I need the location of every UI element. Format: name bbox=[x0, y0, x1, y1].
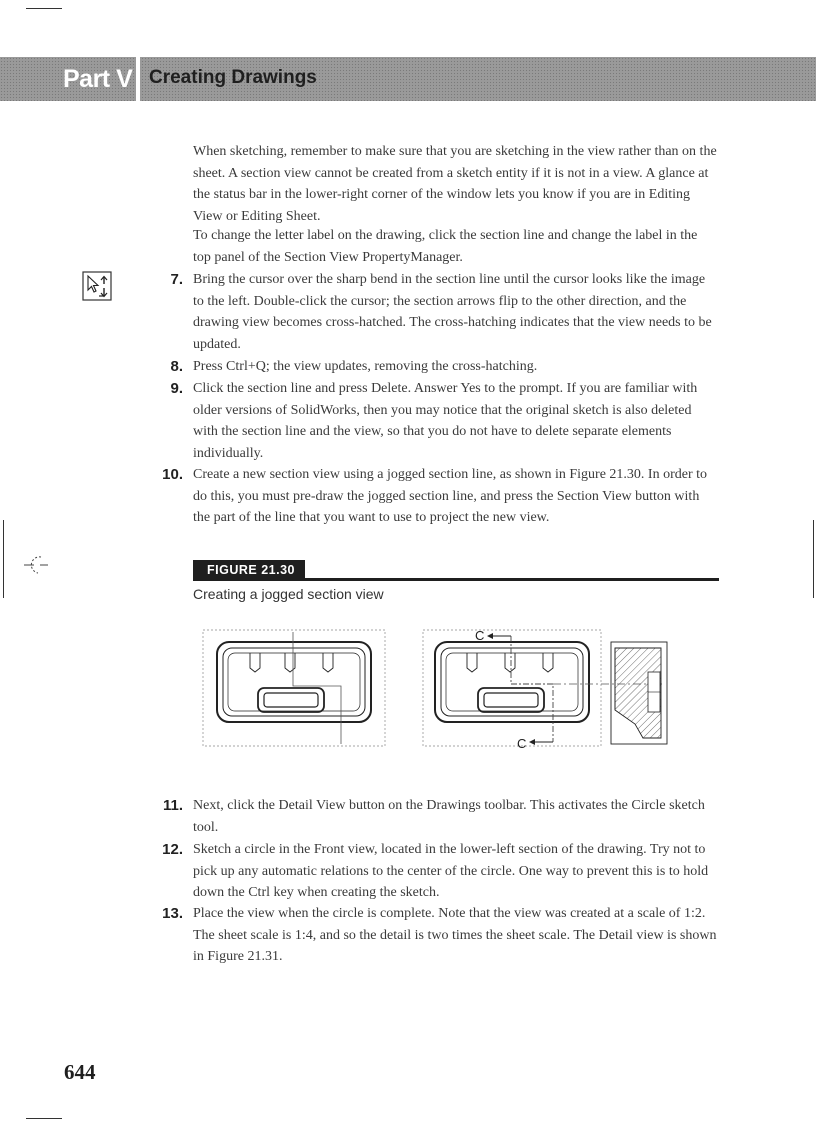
step-number: 12. bbox=[162, 841, 183, 858]
step-text: Sketch a circle in the Front view, located in the lower-left section of the drawing. Try not to pick up any automatic relations to the center of the circle. One way to prevent this is to hold down the Ctrl key when creating the sketch. bbox=[193, 842, 709, 900]
registration-mark-icon bbox=[24, 553, 48, 577]
section-view bbox=[611, 642, 667, 744]
step-number: 9. bbox=[170, 380, 183, 397]
header-divider bbox=[136, 57, 140, 101]
front-view-right bbox=[435, 642, 589, 722]
step-text: Create a new section view using a jogged section line, as shown in Figure 21.30. In order to do this, you must pre-draw the jogged section line, and press the Section View button with the part of the line that you want to use to project the new view. bbox=[193, 467, 707, 525]
crop-mark-bottom-left bbox=[26, 1118, 62, 1119]
step-number: 10. bbox=[162, 466, 183, 483]
step-text: Next, click the Detail View button on the Drawings toolbar. This activates the Circle sketch tool. bbox=[193, 798, 705, 835]
paragraph-label-note: To change the letter label on the drawing, click the section line and change the label in the top panel of the Section View PropertyManager. bbox=[193, 228, 698, 265]
chapter-title: Creating Drawings bbox=[149, 67, 317, 88]
figure-caption: Creating a jogged section view bbox=[193, 586, 384, 602]
part-label: Part V bbox=[63, 65, 133, 93]
crop-mark-top-left bbox=[26, 8, 62, 9]
section-label-top: C bbox=[475, 628, 485, 643]
left-edge-rule bbox=[3, 520, 4, 598]
jogged-section-drawing bbox=[195, 620, 675, 750]
figure-label: FIGURE 21.30 bbox=[193, 560, 305, 581]
flip-cursor-icon bbox=[82, 271, 112, 301]
step-text: Bring the cursor over the sharp bend in the section line until the cursor looks like the image to the left. Double-click the cursor; the section arrows flip to the other direction, and the drawing view becomes cross-hatched. The cross-hatching indicates that the view needs to be updated. bbox=[193, 272, 712, 352]
step-text: Click the section line and press Delete. Answer Yes to the prompt. If you are familiar with older versions of SolidWorks, then you may notice that the original sketch is also deleted with the section line and the view, so that you do not have to delete separate elements individually. bbox=[193, 381, 698, 461]
step-number: 11. bbox=[162, 797, 183, 814]
step-number: 8. bbox=[170, 358, 183, 375]
step-text: Press Ctrl+Q; the view updates, removing the cross-hatching. bbox=[193, 359, 538, 374]
section-label-bottom: C bbox=[517, 736, 527, 750]
step-text: Place the view when the circle is complete. Note that the view was created at a scale of 1:2. The sheet scale is 1:4, and so the detail is two times the sheet scale. The Detail view is shown in Figure 21.31. bbox=[193, 906, 717, 964]
right-edge-rule bbox=[813, 520, 814, 598]
step-number: 13. bbox=[162, 905, 183, 922]
front-view-left bbox=[217, 642, 371, 722]
step-number: 7. bbox=[170, 271, 183, 288]
page-number: 644 bbox=[64, 1060, 96, 1084]
paragraph-sketch-note: When sketching, remember to make sure that you are sketching in the view rather than on the sheet. A section view cannot be created from a sketch entity if it is not in a view. A glance at the status bar in the lower-right corner of the window lets you know if you are in Editing View or Editing Sheet. bbox=[193, 144, 717, 224]
